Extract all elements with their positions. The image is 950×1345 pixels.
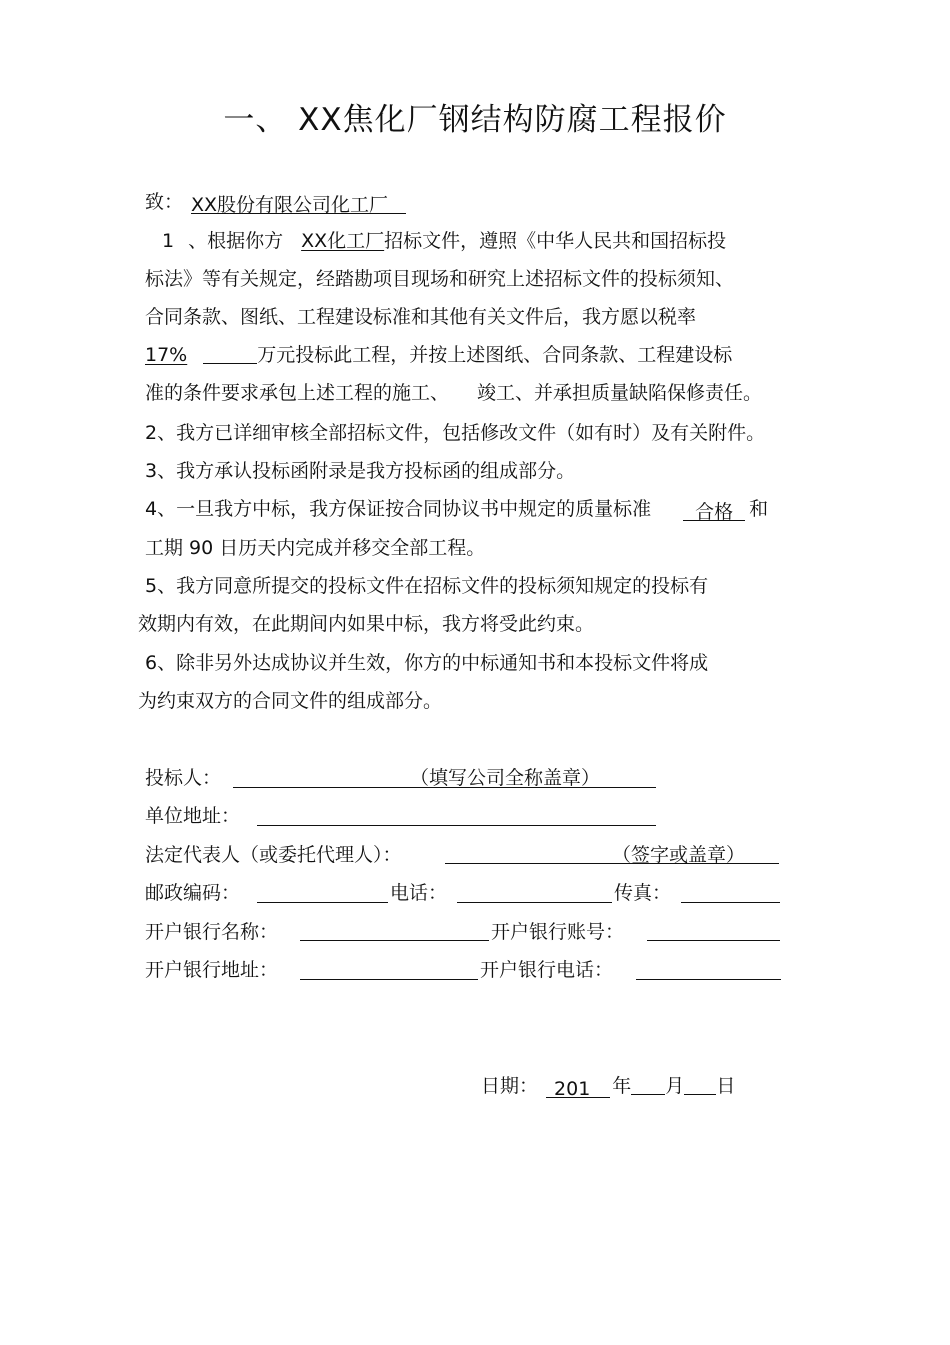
para-1-line-2: 标法》等有关规定，经踏勘项目现场和研究上述招标文件的投标须知、 — [145, 268, 735, 290]
fax-label: 传真： — [614, 882, 672, 904]
address-field[interactable] — [257, 825, 656, 826]
date-year-label: 年 — [612, 1075, 632, 1097]
para-4-line-1 — [145, 497, 768, 521]
bank-name-field[interactable] — [300, 940, 489, 941]
para-1-line-4 — [145, 343, 732, 367]
para-1-line-5-a: 准的条件要求承包上述工程的施工、 — [145, 382, 450, 404]
para-1-line-5-b: 竣工、并承担质量缺陷保修责任。 — [477, 382, 763, 404]
quality-standard: 合格 — [683, 500, 745, 521]
bank-phone-field[interactable] — [636, 979, 781, 980]
para-1-number: 1 — [162, 230, 175, 252]
date-month-field[interactable] — [631, 1074, 665, 1095]
addressee-value: XX股份有限公司化工厂 — [191, 193, 406, 214]
bank-address-field[interactable] — [300, 979, 478, 980]
bidder-label: 投标人： — [145, 767, 222, 789]
legal-rep-hint: （签字或盖章） — [612, 844, 746, 866]
para-1-line-4-text: 万元投标此工程，并按上述图纸、合同条款、工程建设标 — [257, 344, 733, 366]
para-1-text-a: 、根据你方 — [188, 230, 284, 252]
bank-phone-label: 开户银行电话： — [480, 959, 614, 981]
bank-account-field[interactable] — [647, 940, 780, 941]
address-label: 单位地址： — [145, 805, 241, 827]
bid-amount-blank — [203, 343, 257, 364]
para-2: 2、我方已详细审核全部招标文件，包括修改文件（如有时）及有关附件。 — [145, 422, 766, 444]
date-label: 日期： — [481, 1075, 539, 1097]
para-1-line-3: 合同条款、图纸、工程建设标准和其他有关文件后，我方愿以税率 — [145, 306, 697, 328]
tax-rate: 17% — [145, 344, 188, 366]
page-title: 一、 XX焦化厂钢结构防腐工程报价 — [223, 102, 727, 138]
para-4-text-b: 和 — [749, 498, 769, 520]
para-4-line-2: 工期 90 日历天内完成并移交全部工程。 — [145, 537, 486, 559]
legal-rep-label: 法定代表人（或委托代理人）： — [145, 844, 402, 866]
date-month-label: 月 — [665, 1075, 685, 1097]
para-1-text-b: 招标文件，遵照《中华人民共和国招标投 — [384, 230, 727, 252]
bank-name-label: 开户银行名称： — [145, 921, 279, 943]
phone-field[interactable] — [457, 902, 612, 903]
para-5-line-2: 效期内有效，在此期间内如果中标，我方将受此约束。 — [138, 613, 595, 635]
bidder-hint: （填写公司全称盖章） — [410, 767, 601, 789]
bank-address-label: 开户银行地址： — [145, 959, 279, 981]
bank-account-label: 开户银行账号： — [491, 921, 625, 943]
phone-label: 电话： — [390, 882, 448, 904]
para-6-line-2: 为约束双方的合同文件的组成部分。 — [138, 690, 443, 712]
postcode-label: 邮政编码： — [145, 882, 241, 904]
addressee-line — [145, 190, 406, 214]
date-year[interactable]: 201 — [546, 1077, 610, 1098]
para-3: 3、我方承认投标函附录是我方投标函的组成部分。 — [145, 460, 576, 482]
para-1-party: XX化工厂 — [301, 230, 385, 252]
addressee-label: 致： — [145, 191, 184, 213]
date-day-label: 日 — [716, 1075, 736, 1097]
para-1-line-5 — [145, 381, 762, 405]
para-4-text-a: 4、一旦我方中标，我方保证按合同协议书中规定的质量标准 — [145, 498, 652, 520]
postcode-field[interactable] — [257, 902, 388, 903]
date-day-field[interactable] — [684, 1074, 716, 1095]
date-line — [481, 1074, 735, 1098]
para-5-line-1: 5、我方同意所提交的投标文件在招标文件的投标须知规定的投标有 — [145, 575, 709, 597]
para-6-line-1: 6、除非另外达成协议并生效，你方的中标通知书和本投标文件将成 — [145, 652, 709, 674]
fax-field[interactable] — [681, 902, 780, 903]
para-1-line-1 — [162, 229, 726, 253]
